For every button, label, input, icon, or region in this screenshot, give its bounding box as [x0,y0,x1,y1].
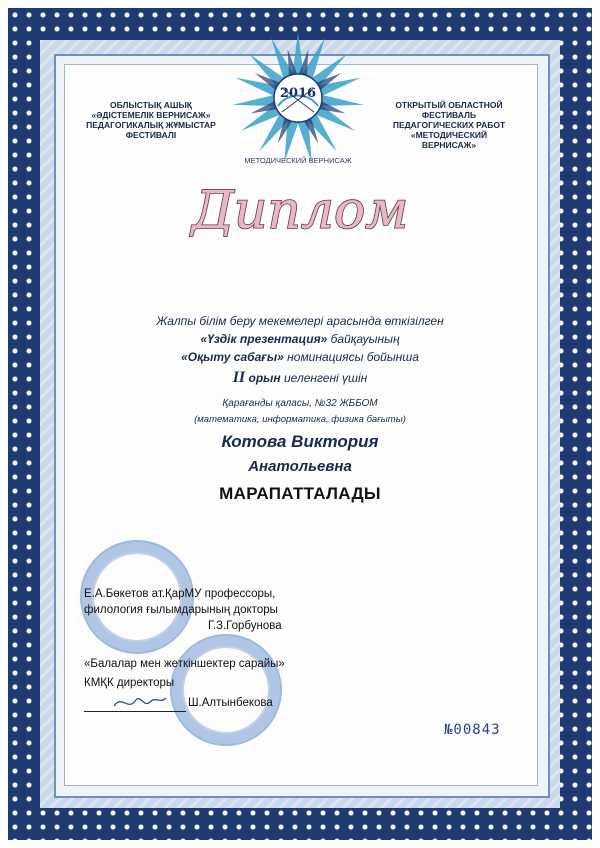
body-line-3 [80,350,520,364]
nomination-name: «Оқыту сабағы» [181,350,284,364]
recipient-name-line-1: Котова Виктория [221,432,379,451]
signer2-title-line1: «Балалар мен жеткіншектер сарайы» [84,658,285,670]
body-line-1: Жалпы білім беру мекемелері арасында өткізілген [156,314,444,328]
signer1-name: Г.З.Горбунова [208,620,282,632]
place-suffix: иеленгені үшін [280,371,368,385]
logo-year: 2016 [279,86,317,101]
logo-caption: МЕТОДИЧЕСКИЙ ВЕРНИСАЖ [244,156,352,165]
contest-suffix: байқауының [327,332,400,346]
contest-name: «Үздік презентация» [200,332,328,346]
signer2-title-line2: КМҚК директоры [84,677,175,689]
place-word: орын [245,371,281,385]
place-line [80,369,520,387]
subject-line: (математика, информатика, физика бағыты) [194,414,406,425]
diploma-title [180,170,420,250]
round-stamp-icon [170,634,282,746]
signer1-title-line1: Е.А.Бөкетов ат.ҚарМУ профессоры, [84,588,276,600]
header-right-russian: ОТКРЫТЫЙ ОБЛАСТНОЙ ФЕСТИВАЛЬ ПЕДАГОГИЧЕСКИХ РАБОТ «МЕТОДИЧЕСКИЙ ВЕРНИСАЖ» [392,100,506,151]
award-word: МАРАПАТТАЛАДЫ [219,484,381,503]
body-line-2 [80,332,520,346]
signer2-name: Ш.Алтынбекова [188,697,273,709]
header-left-kazakh: ОБЛЫСТЫҚ АШЫҚ «ӘДІСТЕМЕЛІК ВЕРНИСАЖ» ПЕДАГОГИКАЛЫҚ ЖҰМЫСТАР ФЕСТИВАЛІ [86,100,216,141]
place-number: II [232,369,246,386]
school-line: Қарағанды қаласы, №32 ЖББОМ [222,398,378,409]
nomination-suffix: номинациясы бойынша [283,350,419,364]
recipient-name-line-2: Анатольевна [248,458,352,475]
handwritten-signature [110,690,170,714]
title-text: Диплом [191,181,409,241]
signer1-title-line2: филология ғылымдарының докторы [84,604,278,616]
serial-number: №00843 [444,722,501,738]
festival-logo [228,28,368,168]
